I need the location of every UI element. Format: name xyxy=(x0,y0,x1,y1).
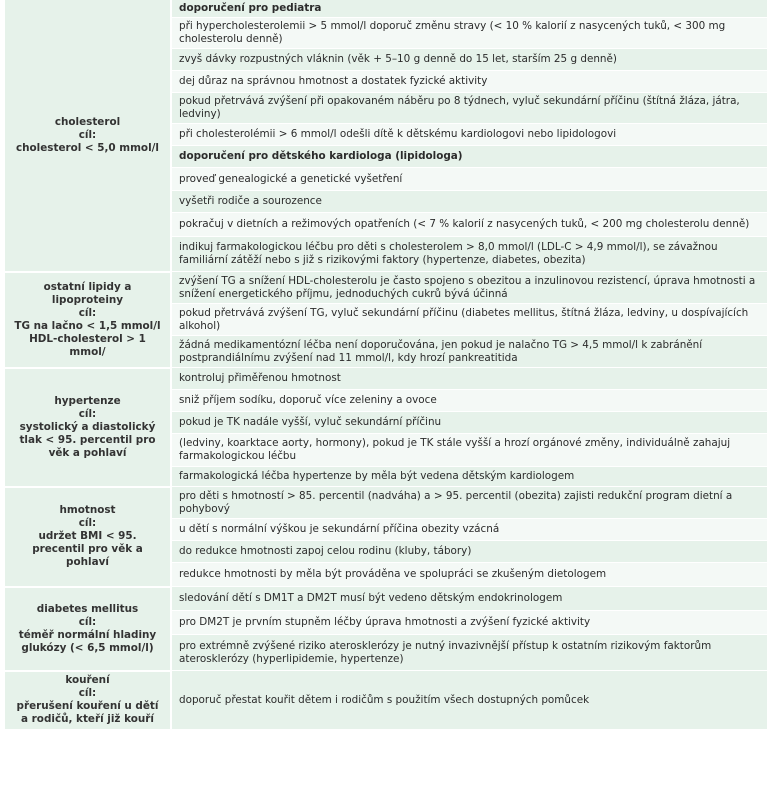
table-row xyxy=(5,272,767,304)
category-title: diabetes mellitus xyxy=(36,602,139,615)
table-row xyxy=(5,0,767,18)
category-cell xyxy=(5,0,171,272)
category-goal-label: cíl: xyxy=(78,615,97,628)
guidelines-table-body xyxy=(5,0,767,730)
recommendation-text: do redukce hmotnosti zapoj celou rodinu (kluby, tábory) xyxy=(171,541,767,563)
recommendation-text: indikuj farmakologickou léčbu pro děti s cholesterolem > 8,0 mmol/l (LDL-C > 4,9 mmol/l), se závažnou familiární zátěží nebo s již s rizikovými faktory (hypertenze, diabetes, obezita) xyxy=(171,237,767,272)
category-goal-value: udržet BMI < 95. precentil pro věk a pohlaví xyxy=(32,530,143,568)
category-title: hmotnost xyxy=(59,504,116,516)
category-goal-label: cíl: xyxy=(78,517,97,529)
category-cell xyxy=(5,272,171,368)
recommendation-text: doporuč přestat kouřit dětem i rodičům s použitím všech dostupných pomůcek xyxy=(171,671,767,730)
recommendation-text: (ledviny, koarktace aorty, hormony), pokud je TK stále vyšší a hrozí orgánové změny, individuálně zahajuj farmakologickou léčbu xyxy=(171,434,767,467)
recommendation-text: pokud přetrvává zvýšení při opakovaném náběru po 8 týdnech, vyluč sekundární příčinu (štítná žláza, játra, ledviny) xyxy=(171,93,767,124)
recommendation-text: pokud přetrvává zvýšení TG, vyluč sekundární příčinu (diabetes mellitus, štítná žláza, ledviny, u dospívajících alkohol) xyxy=(171,304,767,336)
recommendation-text: redukce hmotnosti by měla být prováděna ve spolupráci se zkušeným dietologem xyxy=(171,563,767,587)
category-goal-label: cíl: xyxy=(78,128,97,141)
category-goal-value: HDL-cholesterol > 1 mmol/ xyxy=(29,332,146,358)
category-cell xyxy=(5,587,171,671)
table-row xyxy=(5,368,767,390)
recommendation-text: sledování dětí s DM1T a DM2T musí být vedeno dětským endokrinologem xyxy=(171,587,767,611)
recommendation-text: při cholesterolémii > 6 mmol/l odešli dítě k dětskému kardiologovi nebo lipidologovi xyxy=(171,124,767,146)
category-cell xyxy=(5,671,171,730)
table-row xyxy=(5,487,767,519)
category-cell xyxy=(5,368,171,487)
category-cell xyxy=(5,487,171,587)
category-goal-label: cíl: xyxy=(78,306,97,319)
guidelines-table xyxy=(5,0,767,731)
recommendation-text: pokud je TK nadále vyšší, vyluč sekundární příčinu xyxy=(171,412,767,434)
category-goal-value: cholesterol < 5,0 mmol/l xyxy=(15,141,159,154)
table-row xyxy=(5,671,767,730)
category-goal-label: cíl: xyxy=(78,407,97,420)
section-heading: doporučení pro dětského kardiologa (lipidologa) xyxy=(171,146,767,168)
recommendation-text: pokračuj v dietních a režimových opatřeních (< 7 % kalorií z nasycených tuků, < 200 mg cholesterolu denně) xyxy=(171,213,767,237)
recommendation-text: pro děti s hmotností > 85. percentil (nadváha) a > 95. percentil (obezita) zajisti redukční program dietní a pohybový xyxy=(171,487,767,519)
recommendation-text: vyšetři rodiče a sourozence xyxy=(171,191,767,213)
category-title: hypertenze xyxy=(54,394,121,407)
recommendation-text: kontroluj přiměřenou hmotnost xyxy=(171,368,767,390)
recommendation-text: sniž příjem sodíku, doporuč více zeleniny a ovoce xyxy=(171,390,767,412)
category-goal-label: cíl: xyxy=(78,687,97,699)
category-goal-value: TG na lačno < 1,5 mmol/l xyxy=(14,319,161,332)
recommendation-text: dej důraz na správnou hmotnost a dostatek fyzické aktivity xyxy=(171,71,767,93)
category-title: cholesterol xyxy=(54,115,121,128)
category-title: ostatní lipidy a lipoproteiny xyxy=(43,280,132,306)
category-goal-value: téměř normální hladiny glukózy (< 6,5 mmol/l) xyxy=(18,628,157,654)
category-title: kouření xyxy=(65,674,110,686)
recommendation-text: u dětí s normální výškou je sekundární příčina obezity vzácná xyxy=(171,519,767,541)
recommendation-text: zvýšení TG a snížení HDL-cholesterolu je často spojeno s obezitou a inzulinovou rezistencí, úprava hmotnosti a snížení energetického příjmu, jednoduchých cukrů bývá účinná xyxy=(171,272,767,304)
recommendation-text: pro extrémně zvýšené riziko aterosklerózy je nutný invazivnější přístup k ostatním rizikovým faktorům aterosklerózy (hyperlipidemie, hypertenze) xyxy=(171,635,767,671)
recommendation-text: proveď genealogické a genetické vyšetření xyxy=(171,168,767,191)
category-goal-value: přerušení kouření u dětí a rodičů, kteří již kouří xyxy=(16,700,159,725)
recommendation-text: žádná medikamentózní léčba není doporučována, jen pokud je nalačno TG > 4,5 mmol/l k zabránění postprandiálnímu zvýšení nad 11 mmol/l, kdy hrozí pankreatitida xyxy=(171,336,767,368)
recommendation-text: při hypercholesterolemii > 5 mmol/l doporuč změnu stravy (< 10 % kalorií z nasycených tuků, < 300 mg cholesterolu denně) xyxy=(171,18,767,49)
recommendation-text: farmakologická léčba hypertenze by měla být vedena dětským kardiologem xyxy=(171,467,767,487)
recommendation-text: zvyš dávky rozpustných vláknin (věk + 5–10 g denně do 15 let, starším 25 g denně) xyxy=(171,49,767,71)
category-goal-value: systolický a diastolický tlak < 95. percentil pro věk a pohlaví xyxy=(19,420,156,459)
section-heading: doporučení pro pediatra xyxy=(171,0,767,18)
recommendation-text: pro DM2T je prvním stupněm léčby úprava hmotnosti a zvýšení fyzické aktivity xyxy=(171,611,767,635)
table-row xyxy=(5,587,767,611)
